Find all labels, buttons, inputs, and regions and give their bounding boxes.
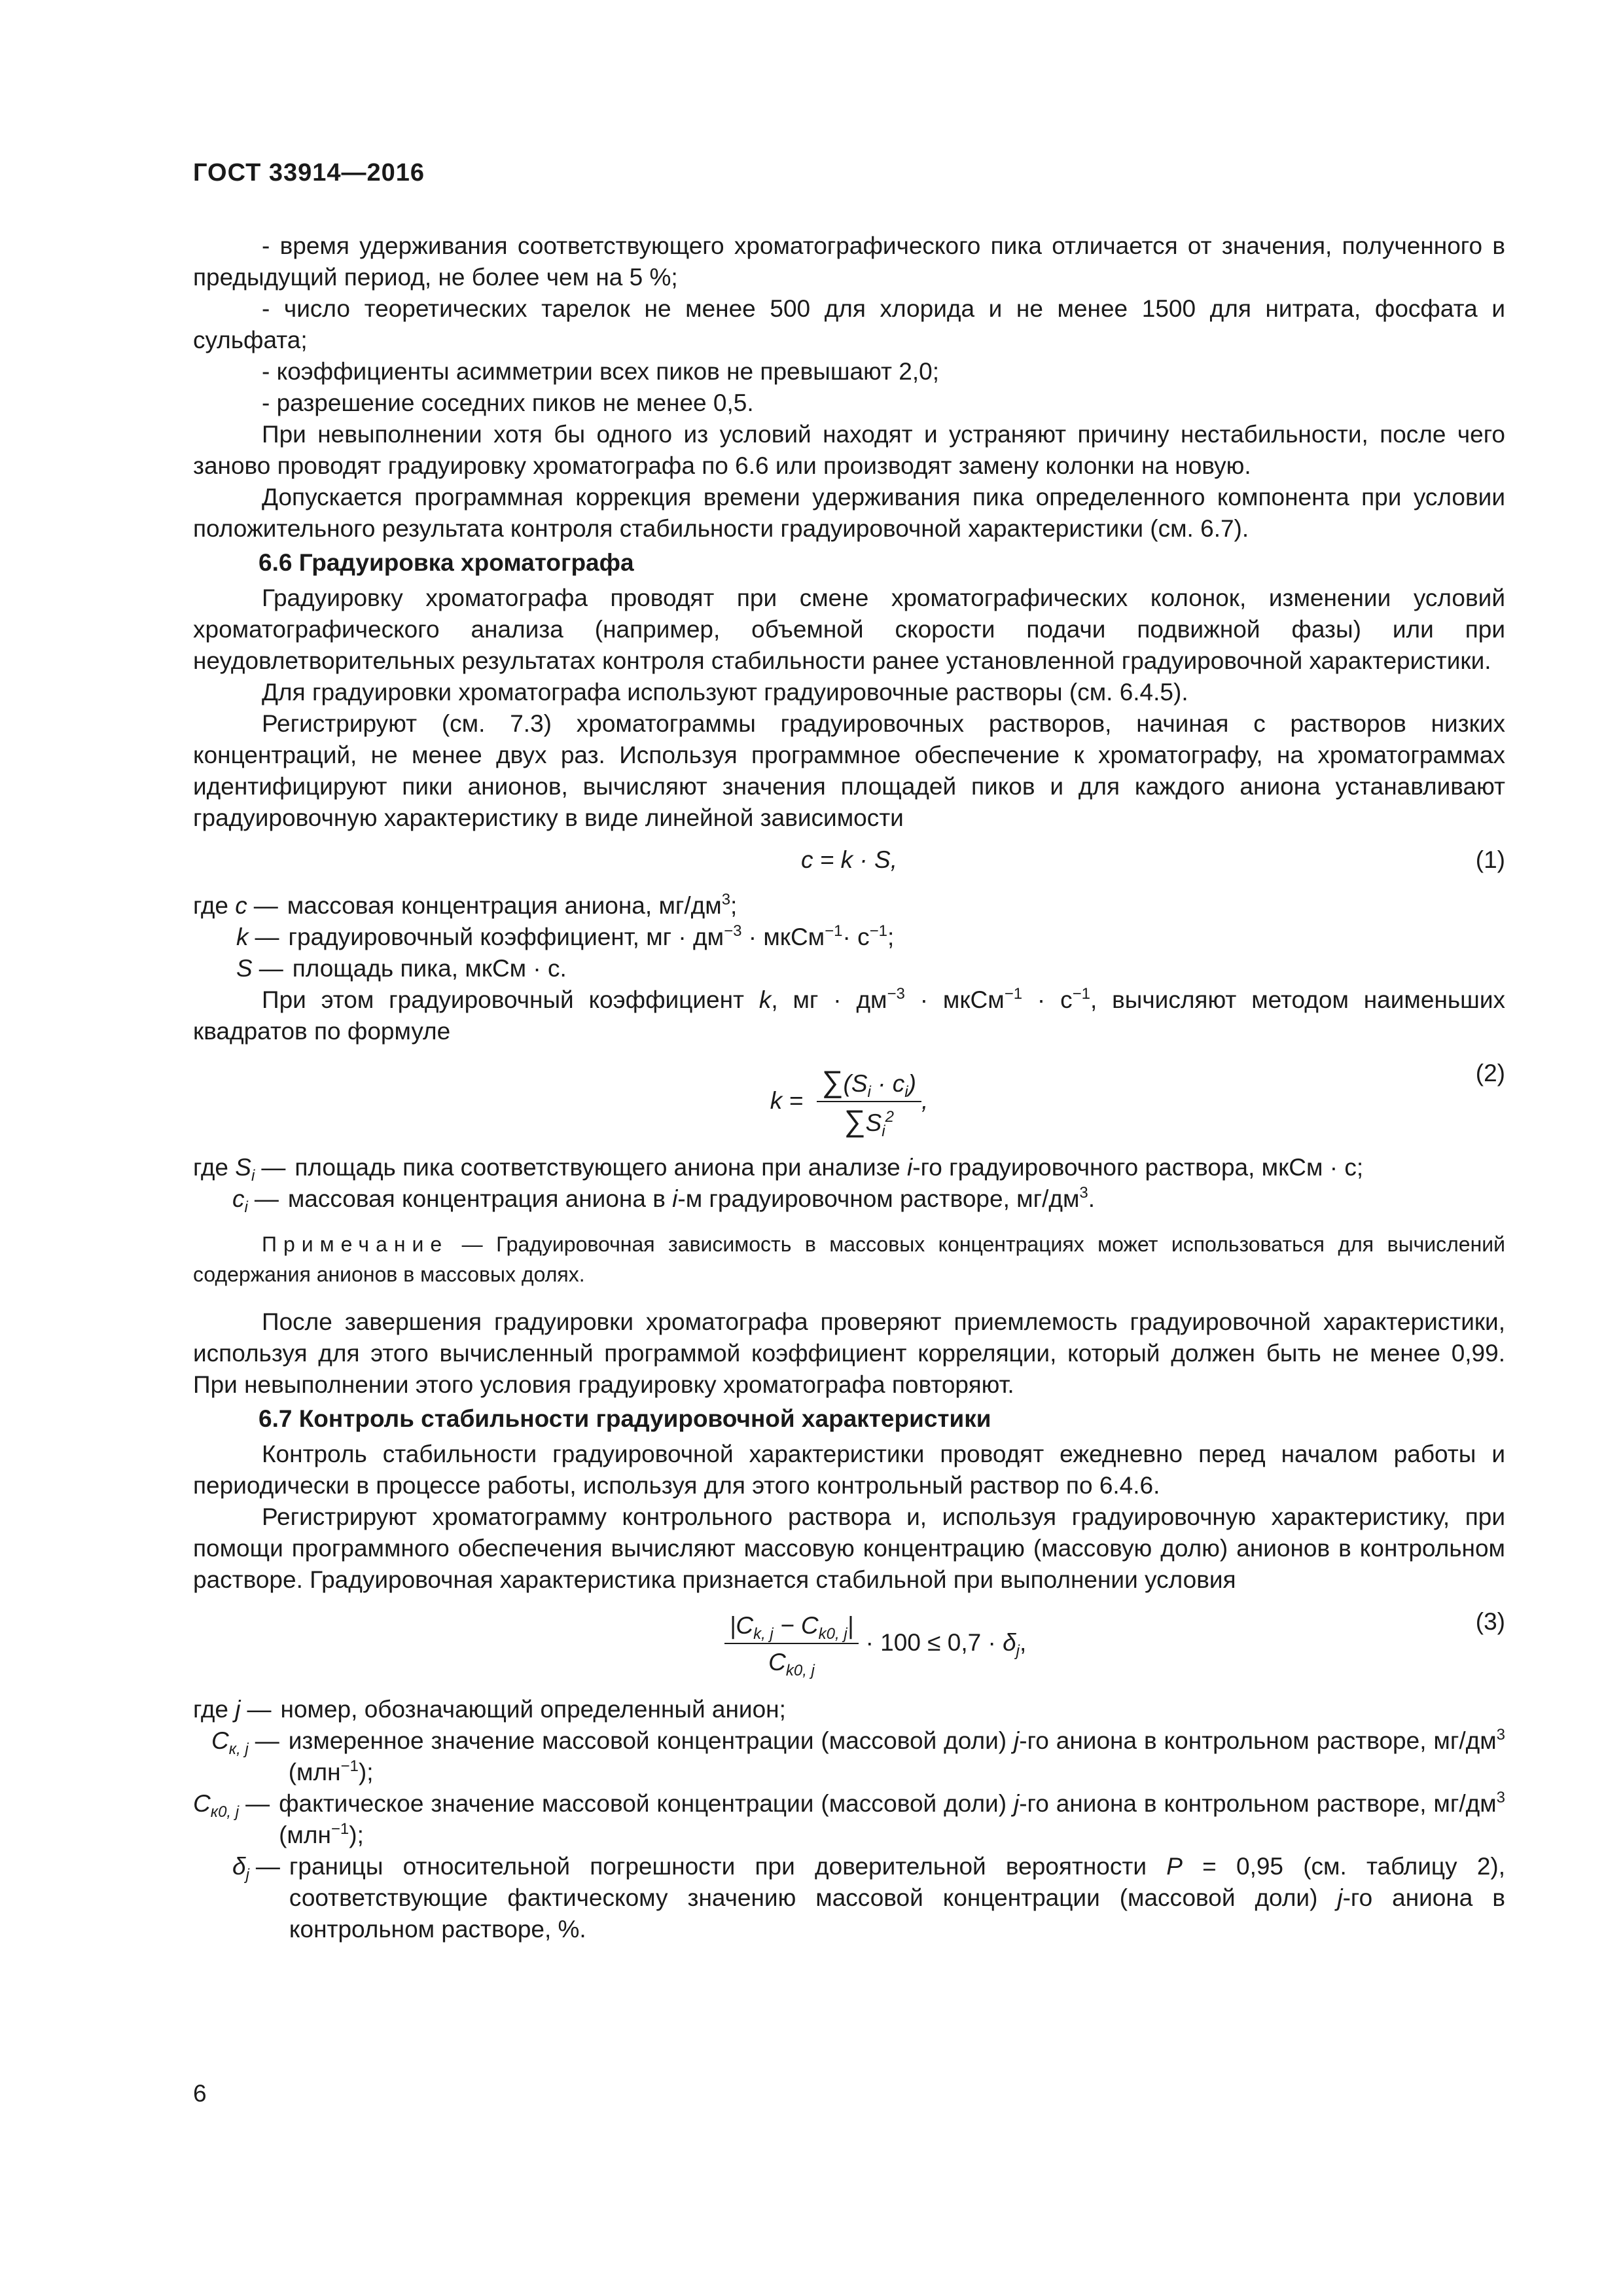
legend-text: площадь пика, мкСм · с. [292,955,567,982]
legend-item: $\delta_j$ — границы относительной погрешности при доверительной вероятности P = 0,95 (см. таблицу 2), соответствующие фактическому значению массовой концентрации (массовой доли) j-го аниона в контрольном растворе, %. [232,1853,1506,1943]
formula-1 [193,840,1505,884]
legend-where: где [193,892,229,919]
legend-symbol: S [236,955,253,982]
legend-item: $c_i$ — массовая концентрация аниона в i-м градуировочном растворе, $мг/дм^3$. [232,1184,1096,1216]
paragraph: После завершения градуировки хроматографа проверяют приемлемость градуировочной характеристики, используя для этого вычисленный программой коэффициент корреляции, который должен быть не менее 0,99. При невыполнении этого условия градуировку хроматографа повторяют. [193,1308,1505,1398]
legend-item: где j — номер, обозначающий определенный анион; [193,1696,786,1723]
document-body [193,230,1505,1945]
standard-header: ГОСТ 33914—2016 [193,159,425,187]
note-label: Примечание [262,1232,449,1256]
note-text: — Градуировочная зависимость в массовых концентрациях может использоваться для вычислений содержания анионов в массовых долях. [193,1232,1506,1286]
legend-item: k — градуировочный коэффициент, мг · $дм^{-3}$ · мкСм$^{-1}$· $с^{-1}$; [193,922,1505,953]
legend-item: $C_{к, j}$ — измеренное значение массовой концентрации (массовой доли) j-го аниона в контрольном растворе, $мг/дм^3$ (млн$^{-1}$); [211,1726,1506,1785]
formula-expression: k = $\frac{\sum(S_i \cdot c_i)}{\sum S_i^2}$ , [770,1064,929,1140]
legend-item: S — площадь пика, мкСм · с. [193,953,1505,984]
formula-number: (2) [1475,1060,1505,1086]
paragraph: При этом градуировочный коэффициент k, мг · $дм^{-3}$ · мкСм$^{-1}$ · $с^{-1}$, вычисляют методом наименьших квадратов по формуле [193,985,1505,1045]
formula-number: (1) [1475,846,1505,873]
formula-expression: c = k · S, [800,846,897,873]
list-item: - разрешение соседних пиков не менее 0,5. [262,389,754,416]
legend-item: где $S_i$ — площадь пика соответствующего аниона при анализе i-го градуировочного раствора, мкСм · с; [193,1154,1364,1185]
legend-item: где c — массовая концентрация аниона, $мг/дм^3$; [193,890,1505,922]
formula-number: (3) [1475,1608,1505,1635]
formula-expression: $\frac{|C_{k, j} - C_{k0, j}|}{C_{k0, j}}$ · $100 \le 0,7 \cdot \delta_j$, [193,1610,1505,1678]
legend-item: $C_{к0, j}$ — фактическое значение массовой концентрации (массовой доли) j-го аниона в контрольном растворе, $мг/дм^3$ (млн$^{-1}$); [193,1789,1506,1848]
list-item: - коэффициенты асимметрии всех пиков не превышают 2,0; [262,358,939,385]
section-heading: 6.6 Градуировка хроматографа [259,549,634,576]
list-item: - число теоретических тарелок не менее 500 для хлорида и не менее 1500 для нитрата, фосфата и сульфата; [193,295,1505,353]
page-number: 6 [193,2080,207,2107]
formula-2 [193,1054,1505,1145]
list-item: - время удерживания соответствующего хроматографического пика отличается от значения, полученного в предыдущий период, не более чем на 5 %; [193,232,1505,291]
paragraph: Регистрируют (см. 7.3) хроматограммы градуировочных растворов, начиная с растворов низких концентраций, не менее двух раз. Используя программное обеспечение к хроматографу, на хроматограммах идентифицируют пики анионов, вычисляют значения площадей пиков и для каждого аниона устанавливают градуировочную характеристику в виде линейной зависимости [193,710,1505,831]
paragraph: Градуировку хроматографа проводят при смене хроматографических колонок, изменении условий хроматографического анализа (например, объемной скорости подачи подвижной фазы) или при неудовлетворительных результатах контроля стабильности ранее установленной градуировочной характеристики. [193,584,1505,674]
section-heading: 6.7 Контроль стабильности градуировочной характеристики [259,1405,991,1432]
paragraph: При невыполнении хотя бы одного из условий находят и устраняют причину нестабильности, после чего заново проводят градуировку хроматографа по 6.6 или производят замену колонки на новую. [193,421,1505,479]
legend-text: массовая концентрация аниона, мг/дм [287,892,722,919]
paragraph: Регистрируют хроматограмму контрольного раствора и, используя градуировочную характеристику, при помощи программного обеспечения вычисляют массовую концентрацию (массовую долю) анионов в контрольном растворе. Градуировочная характеристика признается стабильной при выполнении условия [193,1503,1505,1593]
legend-text: градуировочный коэффициент, мг · дм [288,924,724,950]
formula-3 [193,1602,1505,1687]
paragraph: Для градуировки хроматографа используют градуировочные растворы (см. 6.4.5). [262,679,1188,706]
paragraph: Допускается программная коррекция времени удерживания пика определенного компонента при условии положительного результата контроля стабильности градуировочной характеристики (см. 6.7). [193,484,1505,542]
note [193,1229,1505,1289]
paragraph: Контроль стабильности градуировочной характеристики проводят ежедневно перед началом работы и периодически в процессе работы, используя для этого контрольный раствор по 6.4.6. [193,1441,1505,1499]
legend-symbol: c [235,892,247,919]
legend-symbol: k [236,924,249,950]
